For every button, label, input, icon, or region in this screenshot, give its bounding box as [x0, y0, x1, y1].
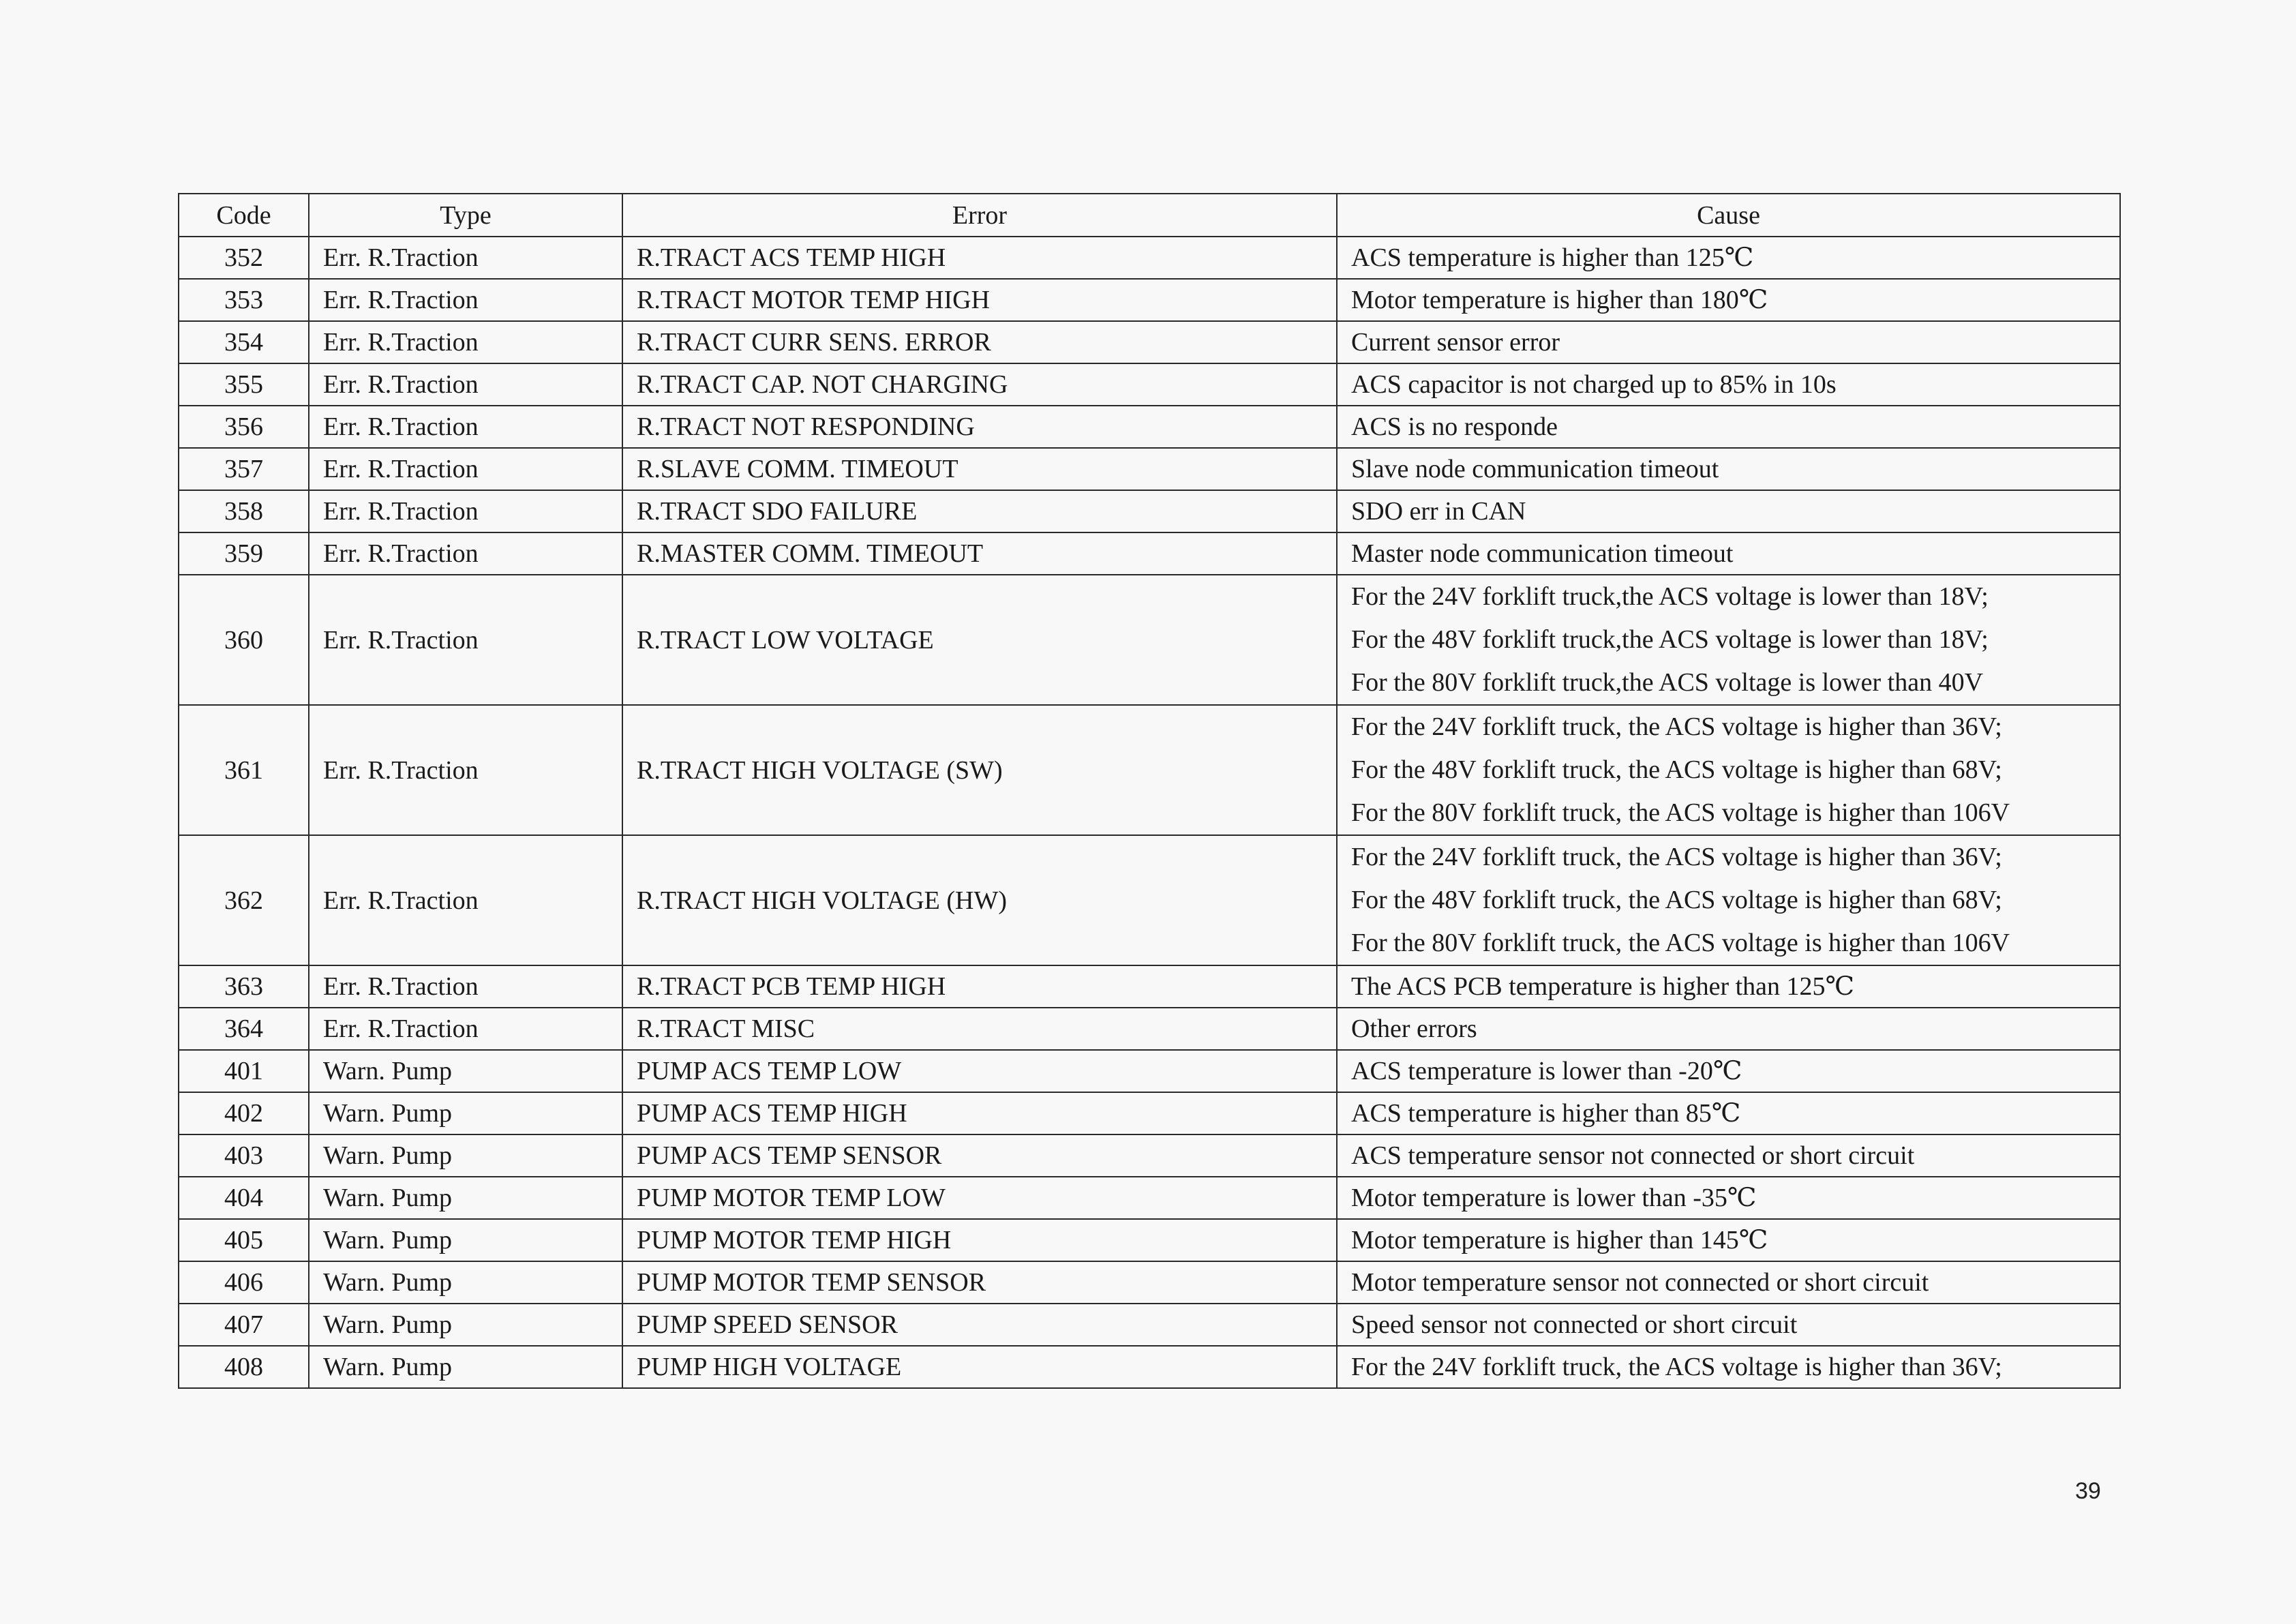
cause-line: ACS temperature is lower than -20℃: [1351, 1057, 1742, 1085]
cause-line: ACS is no responde: [1351, 412, 1558, 441]
error-cause-cell: [1337, 363, 2120, 406]
error-code-cell: 360: [179, 575, 309, 705]
cause-line: SDO err in CAN: [1351, 497, 1526, 526]
column-header-error: Error: [622, 194, 1337, 237]
table-row: [179, 406, 2120, 448]
error-name-cell: R.TRACT PCB TEMP HIGH: [622, 965, 1337, 1008]
error-code-cell: 405: [179, 1219, 309, 1261]
cause-line: Slave node communication timeout: [1351, 455, 1719, 483]
error-name-cell: R.SLAVE COMM. TIMEOUT: [622, 448, 1337, 490]
cause-line: ACS temperature is higher than 85℃: [1351, 1099, 1741, 1128]
table-row: [179, 532, 2120, 575]
error-cause-cell: [1337, 321, 2120, 363]
error-code-cell: 361: [179, 705, 309, 835]
error-code-cell: 362: [179, 835, 309, 965]
cause-line: For the 80V forklift truck, the ACS voltage is higher than 106V: [1351, 798, 2010, 827]
error-type-cell: Err. R.Traction: [309, 406, 622, 448]
error-code-table: [178, 193, 2121, 1389]
cause-line: For the 24V forklift truck,the ACS voltage is lower than 18V;: [1351, 582, 1989, 611]
error-cause-cell: [1337, 575, 2120, 705]
table-row: [179, 237, 2120, 279]
error-code-cell: 364: [179, 1008, 309, 1050]
error-cause-cell: [1337, 490, 2120, 532]
error-type-cell: Warn. Pump: [309, 1134, 622, 1177]
error-type-cell: Warn. Pump: [309, 1346, 622, 1388]
error-type-cell: Warn. Pump: [309, 1092, 622, 1134]
cause-line: For the 80V forklift truck, the ACS voltage is higher than 106V: [1351, 929, 2010, 957]
error-type-cell: Err. R.Traction: [309, 705, 622, 835]
error-code-cell: 402: [179, 1092, 309, 1134]
error-type-cell: Warn. Pump: [309, 1050, 622, 1092]
error-name-cell: PUMP ACS TEMP SENSOR: [622, 1134, 1337, 1177]
error-cause-cell: [1337, 1346, 2120, 1388]
error-code-cell: 408: [179, 1346, 309, 1388]
error-cause-cell: [1337, 705, 2120, 835]
error-cause-cell: [1337, 965, 2120, 1008]
error-cause-cell: [1337, 237, 2120, 279]
error-code-cell: 404: [179, 1177, 309, 1219]
table-header-row: [179, 194, 2120, 237]
table-row: [179, 321, 2120, 363]
error-code-cell: 363: [179, 965, 309, 1008]
cause-line: Motor temperature is higher than 180℃: [1351, 286, 1768, 314]
table-row: [179, 490, 2120, 532]
error-type-cell: Err. R.Traction: [309, 279, 622, 321]
error-cause-cell: [1337, 448, 2120, 490]
error-cause-cell: [1337, 532, 2120, 575]
error-type-cell: Warn. Pump: [309, 1304, 622, 1346]
error-cause-cell: [1337, 406, 2120, 448]
error-code-cell: 359: [179, 532, 309, 575]
cause-line: Speed sensor not connected or short circuit: [1351, 1310, 1798, 1339]
error-type-cell: Err. R.Traction: [309, 1008, 622, 1050]
table-row: [179, 1177, 2120, 1219]
table-row: [179, 1050, 2120, 1092]
cause-line: The ACS PCB temperature is higher than 125℃: [1351, 972, 1855, 1001]
error-name-cell: PUMP SPEED SENSOR: [622, 1304, 1337, 1346]
error-code-cell: 356: [179, 406, 309, 448]
table-row: [179, 363, 2120, 406]
error-code-cell: 353: [179, 279, 309, 321]
column-header-code: Code: [179, 194, 309, 237]
table-row: [179, 835, 2120, 965]
cause-line: Other errors: [1351, 1014, 1477, 1043]
table-row: [179, 965, 2120, 1008]
table-row: [179, 1008, 2120, 1050]
cause-line: For the 24V forklift truck, the ACS voltage is higher than 36V;: [1351, 1353, 2002, 1381]
error-name-cell: R.TRACT CAP. NOT CHARGING: [622, 363, 1337, 406]
cause-line: Motor temperature sensor not connected or short circuit: [1351, 1268, 1929, 1297]
cause-line: Master node communication timeout: [1351, 539, 1734, 568]
table-body: [179, 237, 2120, 1388]
error-name-cell: PUMP HIGH VOLTAGE: [622, 1346, 1337, 1388]
error-name-cell: R.TRACT CURR SENS. ERROR: [622, 321, 1337, 363]
error-code-cell: 358: [179, 490, 309, 532]
error-code-cell: 355: [179, 363, 309, 406]
error-cause-cell: [1337, 1050, 2120, 1092]
cause-line: ACS capacitor is not charged up to 85% in 10s: [1351, 370, 1837, 399]
cause-line: For the 24V forklift truck, the ACS voltage is higher than 36V;: [1351, 843, 2002, 871]
error-type-cell: Err. R.Traction: [309, 448, 622, 490]
error-cause-cell: [1337, 835, 2120, 965]
table-row: [179, 448, 2120, 490]
error-type-cell: Err. R.Traction: [309, 532, 622, 575]
error-cause-cell: [1337, 1008, 2120, 1050]
table-row: [179, 279, 2120, 321]
error-cause-cell: [1337, 1304, 2120, 1346]
error-cause-cell: [1337, 1177, 2120, 1219]
cause-line: For the 48V forklift truck,the ACS voltage is lower than 18V;: [1351, 625, 1989, 654]
table-row: [179, 1304, 2120, 1346]
column-header-type: Type: [309, 194, 622, 237]
error-name-cell: R.TRACT HIGH VOLTAGE (SW): [622, 705, 1337, 835]
cause-line: Motor temperature is higher than 145℃: [1351, 1226, 1768, 1254]
table-row: [179, 1092, 2120, 1134]
error-name-cell: PUMP MOTOR TEMP LOW: [622, 1177, 1337, 1219]
error-name-cell: R.TRACT LOW VOLTAGE: [622, 575, 1337, 705]
error-code-cell: 407: [179, 1304, 309, 1346]
error-name-cell: R.TRACT NOT RESPONDING: [622, 406, 1337, 448]
error-code-cell: 406: [179, 1261, 309, 1304]
error-cause-cell: [1337, 1134, 2120, 1177]
cause-line: ACS temperature sensor not connected or short circuit: [1351, 1141, 1915, 1170]
error-type-cell: Err. R.Traction: [309, 237, 622, 279]
table-row: [179, 575, 2120, 705]
table-row: [179, 1134, 2120, 1177]
error-type-cell: Err. R.Traction: [309, 490, 622, 532]
error-type-cell: Err. R.Traction: [309, 965, 622, 1008]
error-code-cell: 352: [179, 237, 309, 279]
error-name-cell: R.TRACT HIGH VOLTAGE (HW): [622, 835, 1337, 965]
table-row: [179, 705, 2120, 835]
column-header-cause: Cause: [1337, 194, 2120, 237]
error-type-cell: Err. R.Traction: [309, 363, 622, 406]
error-type-cell: Warn. Pump: [309, 1219, 622, 1261]
error-code-cell: 403: [179, 1134, 309, 1177]
error-cause-cell: [1337, 1219, 2120, 1261]
error-code-cell: 357: [179, 448, 309, 490]
error-name-cell: R.MASTER COMM. TIMEOUT: [622, 532, 1337, 575]
error-type-cell: Err. R.Traction: [309, 835, 622, 965]
error-type-cell: Warn. Pump: [309, 1177, 622, 1219]
error-type-cell: Warn. Pump: [309, 1261, 622, 1304]
error-code-cell: 401: [179, 1050, 309, 1092]
error-name-cell: PUMP MOTOR TEMP SENSOR: [622, 1261, 1337, 1304]
error-name-cell: PUMP MOTOR TEMP HIGH: [622, 1219, 1337, 1261]
error-name-cell: R.TRACT SDO FAILURE: [622, 490, 1337, 532]
cause-line: Motor temperature is lower than -35℃: [1351, 1184, 1757, 1212]
page-number: 39: [2075, 1478, 2101, 1504]
error-name-cell: R.TRACT MOTOR TEMP HIGH: [622, 279, 1337, 321]
error-type-cell: Err. R.Traction: [309, 575, 622, 705]
error-cause-cell: [1337, 279, 2120, 321]
cause-line: For the 80V forklift truck,the ACS voltage is lower than 40V: [1351, 668, 1984, 697]
error-cause-cell: [1337, 1092, 2120, 1134]
error-name-cell: PUMP ACS TEMP LOW: [622, 1050, 1337, 1092]
table-row: [179, 1261, 2120, 1304]
error-type-cell: Err. R.Traction: [309, 321, 622, 363]
error-cause-cell: [1337, 1261, 2120, 1304]
error-name-cell: PUMP ACS TEMP HIGH: [622, 1092, 1337, 1134]
error-code-cell: 354: [179, 321, 309, 363]
cause-line: For the 24V forklift truck, the ACS voltage is higher than 36V;: [1351, 712, 2002, 741]
error-name-cell: R.TRACT MISC: [622, 1008, 1337, 1050]
cause-line: Current sensor error: [1351, 328, 1560, 357]
cause-line: For the 48V forklift truck, the ACS voltage is higher than 68V;: [1351, 755, 2002, 784]
cause-line: For the 48V forklift truck, the ACS voltage is higher than 68V;: [1351, 886, 2002, 914]
cause-line: ACS temperature is higher than 125℃: [1351, 243, 1754, 272]
table-row: [179, 1346, 2120, 1388]
error-name-cell: R.TRACT ACS TEMP HIGH: [622, 237, 1337, 279]
table-row: [179, 1219, 2120, 1261]
